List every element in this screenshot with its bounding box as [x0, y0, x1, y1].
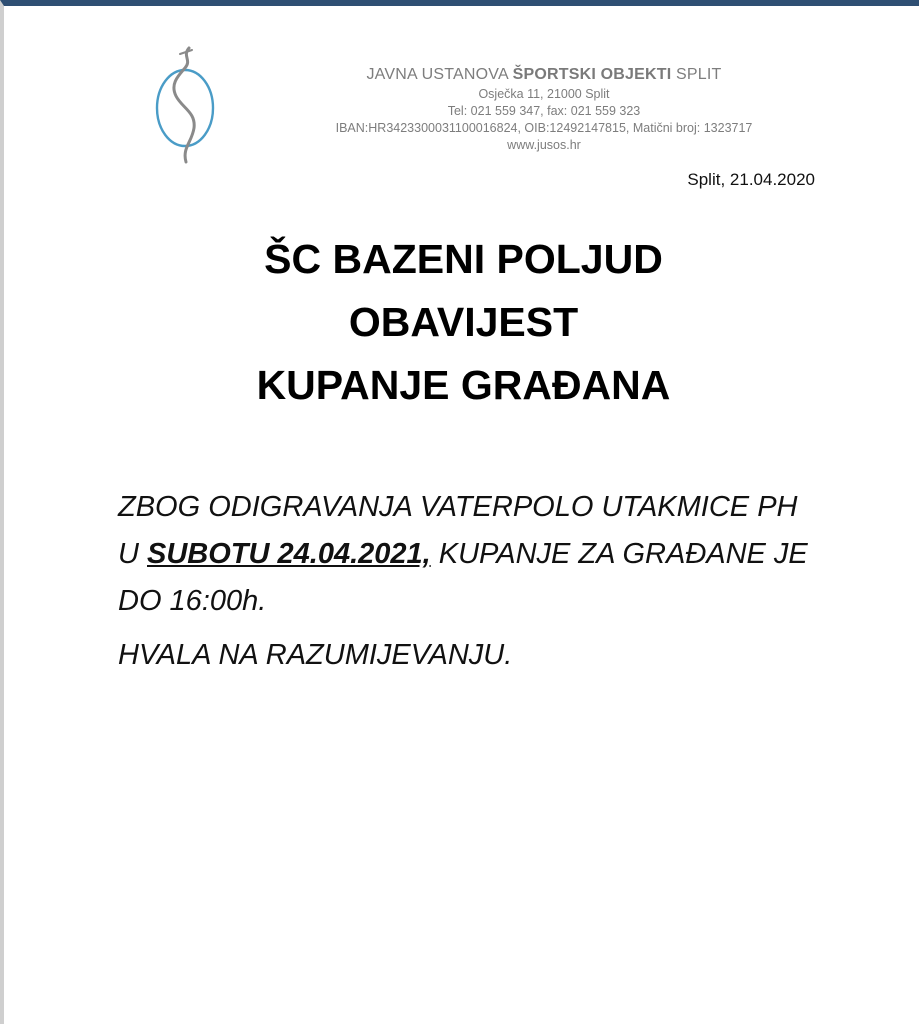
institution-logo-icon	[152, 44, 222, 166]
title-line-1: ŠC BAZENI POLJUD	[264, 236, 663, 282]
notice-body	[118, 484, 818, 679]
registry-line: IBAN:HR3423300031100016824, OIB:12492147815, Matični broj: 1323717	[335, 121, 753, 135]
thanks-line: HVALA NA RAZUMIJEVANJU.	[118, 639, 513, 671]
letterhead	[264, 64, 824, 154]
phone-fax-line: Tel: 021 559 347, fax: 021 559 323	[447, 104, 641, 118]
document-date: Split, 21.04.2020	[687, 170, 815, 189]
institution-name: JAVNA USTANOVA ŠPORTSKI OBJEKTI SPLIT	[366, 66, 722, 83]
title-line-2: OBAVIJEST	[348, 299, 579, 345]
address-line: Osječka 11, 21000 Split	[478, 87, 610, 101]
website-line: www.jusos.hr	[507, 138, 581, 152]
notice-title	[4, 228, 919, 417]
notice-paragraph: ZBOG ODIGRAVANJA VATERPOLO UTAKMICE PH U SUBOTU 24.04.2021, KUPANJE ZA GRAĐANE JE DO 16:00h.	[118, 491, 808, 617]
highlighted-date: SUBOTU 24.04.2021,	[147, 538, 431, 570]
title-line-3: KUPANJE GRAĐANA	[256, 362, 671, 408]
